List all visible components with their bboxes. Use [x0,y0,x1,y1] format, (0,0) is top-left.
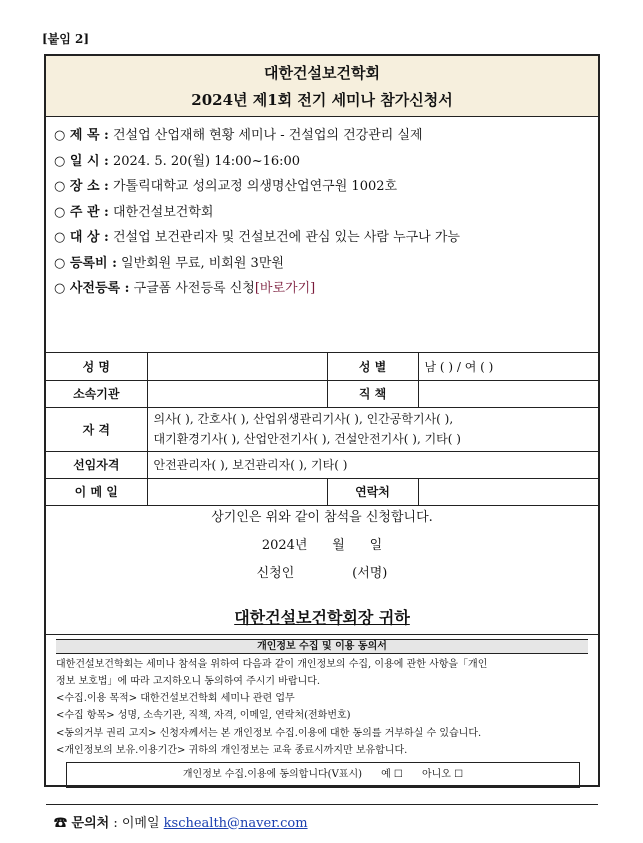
info-audience [54,225,598,251]
table-row [46,380,598,407]
info-label: ○ 장 소 : [54,179,109,194]
table-row [46,353,598,380]
info-value: 구글폼 사전등록 신청 [129,281,255,296]
info-value: 2024. 5. 20(월) 14:00~16:00 [108,153,301,169]
appointed-label: 선임자격 [46,451,147,478]
info-value: 대한건설보건학회 [108,204,214,220]
consent-line: <수집 항목> 성명, 소속기관, 직책, 자격, 이메일, 연락처(전화번호) [56,710,351,722]
organization-name: 대한건설보건학회 [264,64,380,82]
declaration-statement: 상기인은 위와 같이 참석을 신청합니다. [211,509,433,525]
name-field[interactable] [147,353,327,380]
contact-prefix: : 이메일 [109,815,164,831]
application-form [44,54,600,831]
info-datetime [54,149,598,175]
table-row [46,451,598,478]
info-preregistration [54,276,598,302]
name-label: 성 명 [46,353,147,380]
info-value: 건설업 산업재해 현황 세미나 - 건설업의 건강관리 실제 [108,128,423,143]
qualification-options-line1: 의사( ), 간호사( ), 산업위생관리기사( ), 인간공학기사( ), [153,412,454,426]
declaration-addressee: 대한건설보건학회장 귀하 [234,607,410,627]
phone-label: 연락처 [327,478,418,505]
consent-line: <개인정보의 보유.이용기간> 귀하의 개인정보는 교육 종료시까지만 보유합니다. [56,744,408,756]
table-row [46,407,598,451]
info-subject [54,123,598,149]
form-header [46,56,598,117]
qualification-options-line2: 대기환경기사( ), 산업안전기사( ), 건설안전기사( ), 기타( ) [153,432,461,446]
position-label: 직 책 [327,380,418,407]
position-field[interactable] [418,380,598,407]
consent-line: <수집.이용 목적> 대한건설보건학회 세미나 관련 업무 [56,693,295,705]
gender-label: 성 별 [327,353,418,380]
privacy-consent [46,639,598,805]
info-label: ○ 주 관 : [54,204,109,220]
affiliation-field[interactable] [147,380,327,407]
table-row [46,478,598,505]
info-label: ○ 일 시 : [54,153,109,169]
contact-label: ☎ 문의처 [54,815,110,831]
attachment-label: [붙임 2] [42,32,90,46]
consent-title: 개인정보 수집 및 이용 동의서 [56,639,588,654]
consent-line: <동의거부 권리 고지> 신청자께서는 본 개인정보 수집.이용에 대한 동의를 거부하실 수 있습니다. [56,727,482,739]
qualification-field[interactable] [147,407,598,451]
affiliation-label: 소속기관 [46,380,147,407]
info-value: 가톨릭대학교 성의교정 의생명산업연구원 1002호 [108,179,398,194]
info-fee [54,251,598,277]
info-label: ○ 등록비 : [54,255,117,271]
gender-field[interactable]: 남 ( ) / 여 ( ) [418,353,598,380]
email-label: 이 메 일 [46,478,147,505]
form-title: 2024년 제1회 전기 세미나 참가신청서 [191,91,453,109]
contact-info [46,805,598,843]
seminar-info [46,117,598,353]
phone-field[interactable] [418,478,598,505]
registration-link[interactable]: [바로가기] [254,281,316,296]
contact-email-link[interactable]: kschealth@naver.com [163,815,308,831]
declaration-applicant: 신청인 (서명) [256,565,388,581]
consent-yes-checkbox[interactable]: 예 ☐ [381,769,403,781]
consent-line: 대한건설보건학회는 세미나 참석을 위하여 다음과 같이 개인정보의 수집, 이용에 관한 사항을「개인 [56,658,488,670]
declaration [46,506,598,635]
consent-agree-text: 개인정보 수집.이용에 동의합니다(V표시) [182,769,363,781]
consent-agreement-box [66,762,580,788]
consent-line: 정보 보호법」에 따라 고지하오니 동의하여 주시기 바랍니다. [56,675,321,687]
info-label: ○ 대 상 : [54,230,109,245]
info-label: ○ 제 목 : [54,128,109,143]
applicant-table [46,353,598,506]
info-value: 건설업 보건관리자 및 건설보건에 관심 있는 사람 누구나 가능 [108,230,460,245]
consent-no-checkbox[interactable]: 아니오 ☐ [421,769,464,781]
declaration-date: 2024년 월 일 [261,537,383,553]
info-host [54,200,598,226]
qualification-label: 자 격 [46,407,147,451]
info-label: ○ 사전등록 : [54,281,130,296]
info-location [54,174,598,200]
email-field[interactable] [147,478,327,505]
appointed-field[interactable]: 안전관리자( ), 보건관리자( ), 기타( ) [147,451,598,478]
info-value: 일반회원 무료, 비회원 3만원 [116,255,284,271]
